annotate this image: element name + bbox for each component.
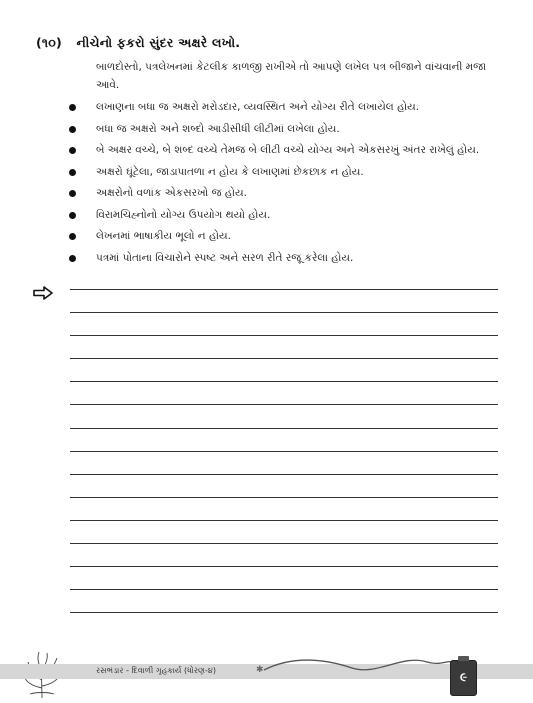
list-item-text: બે અક્ષર વચ્ચે, બે શબ્દ વચ્ચે તેમજ બે લીટી વચ્ચે યોગ્ય અને એકસરખું અંતર રાખેલું હોય. <box>96 144 480 156</box>
list-item-text: અક્ષરો ઘૂંટેલા, જાડાપાતળા ન હોય કે લખાણમાં છેકછાક ન હોય. <box>96 165 364 178</box>
answer-line <box>70 290 498 313</box>
exercise-heading <box>36 35 240 51</box>
answer-writing-area[interactable] <box>70 289 498 613</box>
bullet-icon <box>69 147 76 154</box>
list-item <box>68 226 508 248</box>
list-item <box>68 97 508 119</box>
bullet-icon <box>69 190 76 197</box>
list-item <box>68 205 508 227</box>
answer-line <box>70 475 498 498</box>
bullet-icon <box>69 255 76 262</box>
answer-line <box>70 544 498 567</box>
footer-title: રસભંડાર - દિવાળી ગૃહકાર્ય (ધોરણ-૪) <box>96 666 217 675</box>
answer-line <box>70 359 498 382</box>
list-item-text: વિરામચિહ્નોનો યોગ્ય ઉપયોગ થયો હોય. <box>96 208 271 221</box>
list-item <box>68 119 508 141</box>
answer-line <box>70 429 498 452</box>
bullet-icon <box>69 126 76 133</box>
answer-line <box>70 452 498 475</box>
answer-line <box>70 521 498 544</box>
battery-icon <box>450 660 477 696</box>
intro-paragraph: બાળદોસ્તો, પત્રલેખનમાં કેટલીક કાળજી રાખીએ તો આપણે લખેલ પત્ર બીજાને વાંચવાની મજા આવે. <box>96 61 487 91</box>
list-item-text: બધા જ અક્ષરો અને શબ્દો આડીસીધી લીટીમાં લખેલા હોય. <box>96 122 340 135</box>
list-item <box>68 162 508 184</box>
wire-decoration <box>262 648 457 678</box>
page-number: ૯ <box>459 670 468 684</box>
answer-line <box>70 498 498 521</box>
battery-cap <box>458 656 469 661</box>
list-item-text: લેખનમાં ભાષાકીય ભૂલો ન હોય. <box>96 230 231 242</box>
bullet-icon <box>69 104 76 111</box>
answer-line <box>70 567 498 590</box>
exercise-instruction: નીચેનો ફકરો સુંદર અક્ષરે લખો. <box>76 35 241 50</box>
list-item <box>68 140 508 162</box>
bullet-icon <box>69 212 76 219</box>
answer-line <box>70 405 498 428</box>
answer-line <box>70 590 498 613</box>
exercise-number: (૧૦) <box>36 35 62 50</box>
footer-star-icon: ✱ <box>256 665 264 675</box>
list-item-text: પત્રમાં પોતાના વિચારોને સ્પષ્ટ અને સરળ રીતે રજૂ કરેલા હોય. <box>96 251 354 264</box>
bullet-icon <box>69 233 76 240</box>
list-item-text: અક્ષરોનો વળાંક એકસરખો જ હોય. <box>96 187 247 199</box>
right-arrow-icon <box>33 286 53 300</box>
answer-line <box>70 313 498 336</box>
list-item-text: લખાણના બધા જ અક્ષરો મરોડદાર, વ્યવસ્થિત અને યોગ્ય રીતે લખાયેલ હોય. <box>96 101 420 113</box>
answer-line <box>70 382 498 405</box>
list-item <box>68 183 508 205</box>
bullet-icon <box>69 169 76 176</box>
answer-line <box>70 336 498 359</box>
list-item <box>68 248 508 270</box>
guidelines-list <box>68 97 508 269</box>
